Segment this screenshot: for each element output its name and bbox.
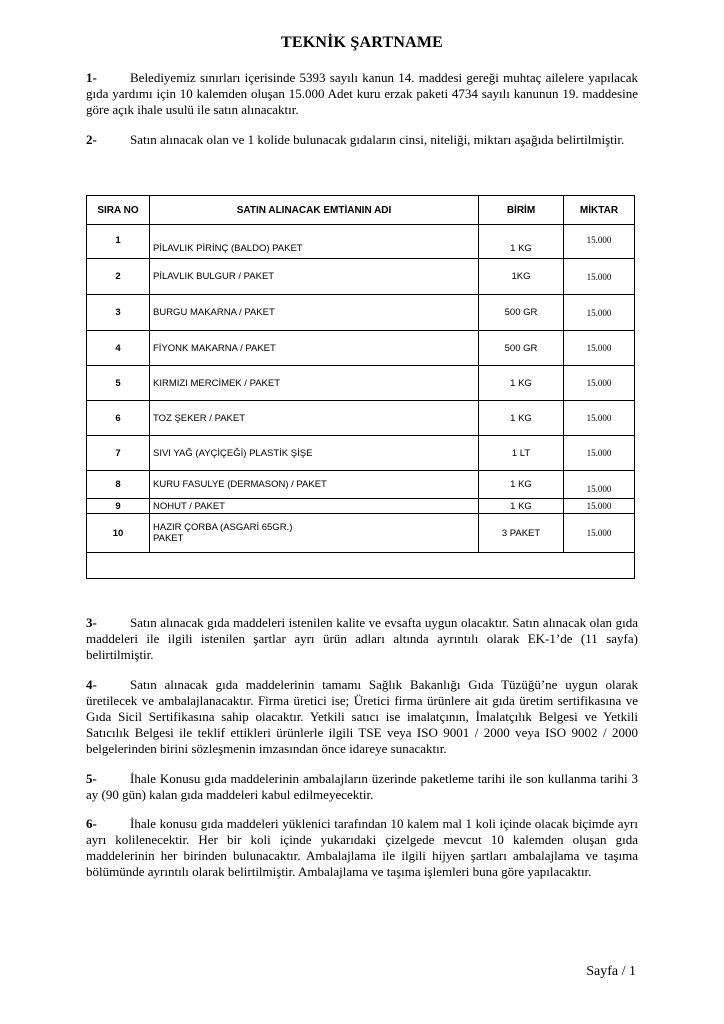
paragraph-6 xyxy=(86,816,638,880)
item-name: KIRMIZI MERCİMEK / PAKET xyxy=(150,366,479,401)
paragraph-4-first-line xyxy=(86,677,638,693)
paragraph-2-text: Satın alınacak olan ve 1 kolide bulunacak gıdaların cinsi, niteliği, miktarı aşağıda belirtilmiştir. xyxy=(130,132,625,147)
item-name-line-1: HAZIR ÇORBA (ASGARİ 65GR.) xyxy=(153,522,293,533)
item-quantity: 15.000 xyxy=(564,401,635,436)
table-row xyxy=(87,366,635,401)
item-unit: 3 PAKET xyxy=(479,514,564,553)
table-row xyxy=(87,295,635,331)
table-empty-row xyxy=(87,553,635,579)
row-number: 1 xyxy=(87,225,150,259)
item-unit: 1 LT xyxy=(479,436,564,471)
paragraph-3-text: Satın alınacak gıda maddeleri istenilen kalite ve evsafta uygun olacaktır. Satın alınacak olan gıda maddeleri ile ilgili istenilen şartlar ayrı ürün adları altında ayrıntılı olarak EK-1’de (11 sayfa) belirtilmiştir. xyxy=(86,615,638,662)
table-row xyxy=(87,499,635,514)
row-number: 8 xyxy=(87,471,150,499)
table-row xyxy=(87,225,635,259)
item-name xyxy=(150,514,479,553)
paragraph-4 xyxy=(86,677,638,757)
table-row xyxy=(87,436,635,471)
item-unit: 1 KG xyxy=(479,401,564,436)
table-row xyxy=(87,401,635,436)
item-name: PİLAVLIK PİRİNÇ (BALDO) PAKET xyxy=(150,225,479,259)
item-quantity: 15.000 xyxy=(564,225,635,259)
paragraph-1 xyxy=(86,70,638,118)
paragraph-3 xyxy=(86,615,638,663)
header-item-name: SATIN ALINACAK EMTİANIN ADI xyxy=(150,196,479,225)
document-title: TEKNİK ŞARTNAME xyxy=(280,34,443,51)
item-name: KURU FASULYE (DERMASON) / PAKET xyxy=(150,471,479,499)
paragraph-5-number: 5- xyxy=(86,771,97,786)
table-header-row xyxy=(87,196,635,225)
item-unit: 1KG xyxy=(479,259,564,295)
item-name: NOHUT / PAKET xyxy=(150,499,479,514)
table-row xyxy=(87,514,635,553)
item-quantity: 15.000 xyxy=(564,499,635,514)
page-number: Sayfa / 1 xyxy=(586,964,636,979)
item-name-line-2: PAKET xyxy=(153,533,184,544)
row-number: 2 xyxy=(87,259,150,295)
paragraph-1-number: 1- xyxy=(86,70,97,85)
item-name: FİYONK MAKARNA / PAKET xyxy=(150,331,479,366)
item-unit: 1 KG xyxy=(479,499,564,514)
item-unit: 500 GR xyxy=(479,295,564,331)
row-number: 3 xyxy=(87,295,150,331)
row-number: 6 xyxy=(87,401,150,436)
row-number: 7 xyxy=(87,436,150,471)
row-number: 5 xyxy=(87,366,150,401)
item-unit: 1 KG xyxy=(479,471,564,499)
empty-cell xyxy=(87,553,635,579)
item-unit: 1 KG xyxy=(479,366,564,401)
paragraph-5-text: İhale Konusu gıda maddelerinin ambalajların üzerinde paketleme tarihi ile son kullanma tarihi 3 ay (90 gün) kalan gıda maddeleri kabul edilmeyecektir. xyxy=(86,771,638,802)
row-number: 9 xyxy=(87,499,150,514)
paragraph-4-line-1: Satın alınacak gıda maddelerinin tamamı Sağlık Bakanlığı Gıda Tüzüğü’ne uygun olarak xyxy=(130,677,638,692)
item-unit: 1 KG xyxy=(479,225,564,259)
item-quantity: 15.000 xyxy=(564,471,635,499)
header-unit: BİRİM xyxy=(479,196,564,225)
item-quantity: 15.000 xyxy=(564,436,635,471)
row-number: 10 xyxy=(87,514,150,553)
item-quantity: 15.000 xyxy=(564,514,635,553)
item-quantity: 15.000 xyxy=(564,259,635,295)
table-row xyxy=(87,331,635,366)
header-quantity: MİKTAR xyxy=(564,196,635,225)
table-row xyxy=(87,471,635,499)
paragraph-2 xyxy=(86,132,638,148)
paragraph-3-number: 3- xyxy=(86,615,97,630)
header-sira-no: SIRA NO xyxy=(87,196,150,225)
paragraph-4-number: 4- xyxy=(86,677,97,692)
row-number: 4 xyxy=(87,331,150,366)
item-name: TOZ ŞEKER / PAKET xyxy=(150,401,479,436)
items-table xyxy=(86,195,635,579)
item-unit: 500 GR xyxy=(479,331,564,366)
item-quantity: 15.000 xyxy=(564,331,635,366)
paragraph-6-number: 6- xyxy=(86,816,97,831)
paragraph-6-text: İhale konusu gıda maddeleri yüklenici tarafından 10 kalem mal 1 koli içinde olacak biçimde ayrı ayrı kolilenecektir. Her bir koli içinde yukarıdaki çizelgede mevcut 10 kalemden oluşan gıda maddelerinin her birinden bulunacaktır. Ambalajlama ile ilgili hijyen şartları ambalajlama ve taşıma bölümünde ayrıntılı olarak belirtilmiştir. Ambalajlama ve taşıma işlemleri buna göre yapılacaktır. xyxy=(86,816,638,879)
paragraph-2-number: 2- xyxy=(86,132,97,147)
table-row xyxy=(87,259,635,295)
item-name: BURGU MAKARNA / PAKET xyxy=(150,295,479,331)
paragraph-1-text: Belediyemiz sınırları içerisinde 5393 sayılı kanun 14. maddesi gereği muhtaç ailelere yapılacak gıda yardımı için 10 kalemden oluşan 15.000 Adet kuru erzak paketi 4734 sayılı kanunun 19. maddesine göre açık ihale usulü ile satın alınacaktır. xyxy=(86,70,638,117)
item-quantity: 15.000 xyxy=(564,366,635,401)
item-name: SIVI YAĞ (AYÇİÇEĞİ) PLASTİK ŞİŞE xyxy=(150,436,479,471)
item-name: PİLAVLIK BULGUR / PAKET xyxy=(150,259,479,295)
paragraph-5 xyxy=(86,771,638,803)
item-quantity: 15.000 xyxy=(564,295,635,331)
paragraph-4-rest: üretilecek ve ambalajlanacaktır. Firma üretici ise; Üretici firma ürünlere ait gıda üretim sertifikasına ve Gıda Sicil Sertifikasına sahip olacaktır. Yetkili satıcı ise imalatçının, İmalatçılık Belgesi ve Yetkili Satıcılık Belgesi ile teklif ettikleri ürünlerle ilgili TSE veya ISO 9001 / 2000 veya ISO 9002 / 2000 belgelerinden birini sözleşmenin imzasından önce idareye sunacaktır. xyxy=(86,693,638,756)
